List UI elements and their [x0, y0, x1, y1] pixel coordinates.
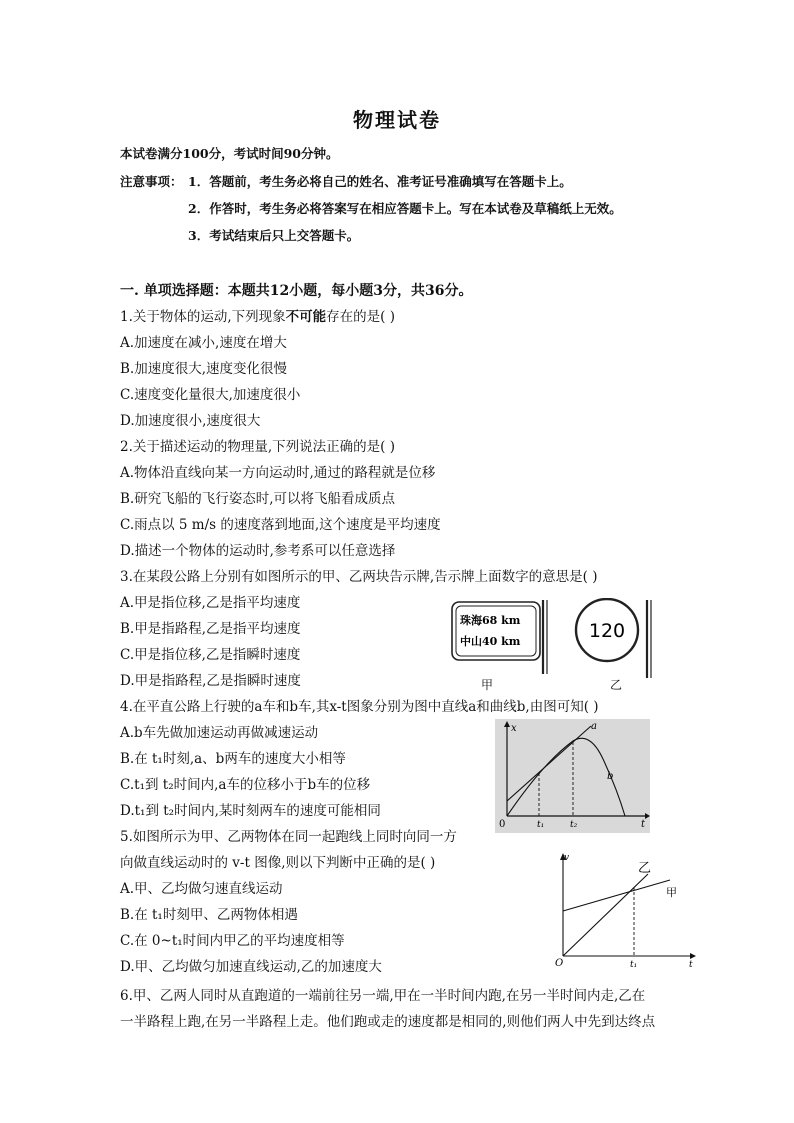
- q1-stem-emphasis: 不可能: [285, 309, 327, 325]
- line-jia: [563, 880, 670, 911]
- xt-graph-svg: [495, 719, 650, 833]
- q4-stem: 4.在平直公路上行驶的a车和b车,其x-t图象分别为图中直线a和曲线b,由图可知( ): [120, 699, 599, 715]
- q5-option-b: B.在 t₁时刻甲、乙两物体相遇: [120, 907, 298, 923]
- sign-jia-caption: 甲: [481, 678, 494, 692]
- page-title: 物理试卷: [353, 108, 441, 132]
- vt-graph-svg: [552, 850, 698, 972]
- q2-option-d: D.描述一个物体的运动时,参考系可以任意选择: [120, 543, 396, 559]
- q4-option-c: C.t₁到 t₂时间内,a车的位移小于b车的位移: [120, 777, 371, 793]
- q1-option-a: A.加速度在减小,速度在增大: [120, 335, 287, 351]
- xt-x-label: t: [641, 819, 646, 830]
- q1-stem: [120, 305, 395, 325]
- q1-option-b: B.加速度很大,速度变化很慢: [120, 361, 288, 377]
- line-jia-label: 甲: [666, 886, 677, 899]
- vt-origin-label: O: [555, 958, 564, 969]
- q5-option-d: D.甲、乙均做匀加速直线运动,乙的加速度大: [120, 959, 382, 975]
- sign-jia-line1: 珠海68 km: [460, 614, 521, 627]
- q5-option-a: A.甲、乙均做匀速直线运动: [120, 881, 283, 897]
- q4-option-b: B.在 t₁时刻,a、b两车的速度大小相等: [120, 751, 346, 767]
- xt-t1-label: t₁: [537, 820, 545, 830]
- q3-option-d: D.甲是指路程,乙是指瞬时速度: [120, 673, 301, 689]
- q4-option-d: D.t₁到 t₂时间内,某时刻两车的速度可能相同: [120, 803, 381, 819]
- q3-option-a: A.甲是指位移,乙是指平均速度: [120, 595, 301, 611]
- q4-option-a: A.b车先做加速运动再做减速运动: [120, 725, 319, 741]
- note-item-3: 3．考试结束后只上交答题卡。: [188, 228, 360, 243]
- road-signs-diagram: [445, 598, 660, 698]
- curve-b-label: b: [607, 771, 614, 782]
- q5-stem-line1: 5.如图所示为甲、乙两物体在同一起跑线上同时向同一方: [120, 829, 457, 845]
- xt-t2-label: t₂: [570, 820, 578, 830]
- vt-t1-label: t₁: [630, 960, 638, 970]
- q1-stem-pre: 1.关于物体的运动,下列现象: [120, 309, 286, 325]
- q1-option-d: D.加速度很小,速度很大: [120, 413, 261, 429]
- q3-option-b: B.甲是指路程,乙是指平均速度: [120, 621, 301, 637]
- vt-x-arrow: [690, 953, 696, 959]
- q2-option-a: A.物体沿直线向某一方向运动时,通过的路程就是位移: [120, 465, 436, 481]
- q5-vt-graph: [552, 850, 698, 972]
- line-a-label: a: [591, 721, 597, 732]
- exam-intro: 本试卷满分100分，考试时间90分钟。: [120, 146, 339, 161]
- line-yi-label: 乙: [638, 861, 652, 876]
- q3-sign-figure: [445, 598, 660, 698]
- xt-y-label: x: [511, 723, 517, 734]
- notes-label: 注意事项：: [120, 174, 183, 189]
- vt-y-label: v: [564, 853, 570, 863]
- note-item-2: 2．作答时，考生务必将答案写在相应答题卡上。写在本试卷及草稿纸上无效。: [188, 201, 622, 216]
- q1-option-c: C.速度变化量很大,加速度很小: [120, 387, 301, 403]
- q3-stem: 3.在某段公路上分别有如图所示的甲、乙两块告示牌,告示牌上面数字的意思是( ): [120, 569, 598, 585]
- q2-stem: 2.关于描述运动的物理量,下列说法正确的是( ): [120, 439, 395, 455]
- q5-stem-line2: 向做直线运动时的 v-t 图像,则以下判断中正确的是( ): [120, 855, 436, 871]
- line-yi: [563, 874, 648, 956]
- xt-origin-label: 0: [499, 819, 506, 830]
- q3-option-c: C.甲是指位移,乙是指瞬时速度: [120, 647, 301, 663]
- q6-line2: 一半路程上跑,在另一半路程上走。他们跑或走的速度都是相同的,则他们两人中先到达终点: [120, 1014, 656, 1030]
- vt-x-label: t: [689, 960, 693, 970]
- sign-yi-caption: 乙: [610, 678, 623, 692]
- q6-line1: 6.甲、乙两人同时从直跑道的一端前往另一端,甲在一半时间内跑,在另一半时间内走,乙在: [120, 988, 646, 1004]
- sign-jia-line2: 中山40 km: [460, 635, 521, 648]
- q2-option-b: B.研究飞船的飞行姿态时,可以将飞船看成质点: [120, 491, 396, 507]
- q1-stem-post: 存在的是( ): [326, 309, 395, 325]
- q4-xt-graph: [495, 719, 650, 833]
- q2-option-c: C.雨点以 5 m/s 的速度落到地面,这个速度是平均速度: [120, 517, 441, 533]
- section-heading: 一. 单项选择题：本题共12小题，每小题3分，共36分。: [120, 283, 473, 299]
- q5-option-c: C.在 0~t₁时间内甲乙的平均速度相等: [120, 933, 345, 949]
- sign-yi-speed: 120: [588, 620, 626, 642]
- note-item-1: 1．答题前，考生务必将自己的姓名、准考证号准确填写在答题卡上。: [188, 174, 572, 189]
